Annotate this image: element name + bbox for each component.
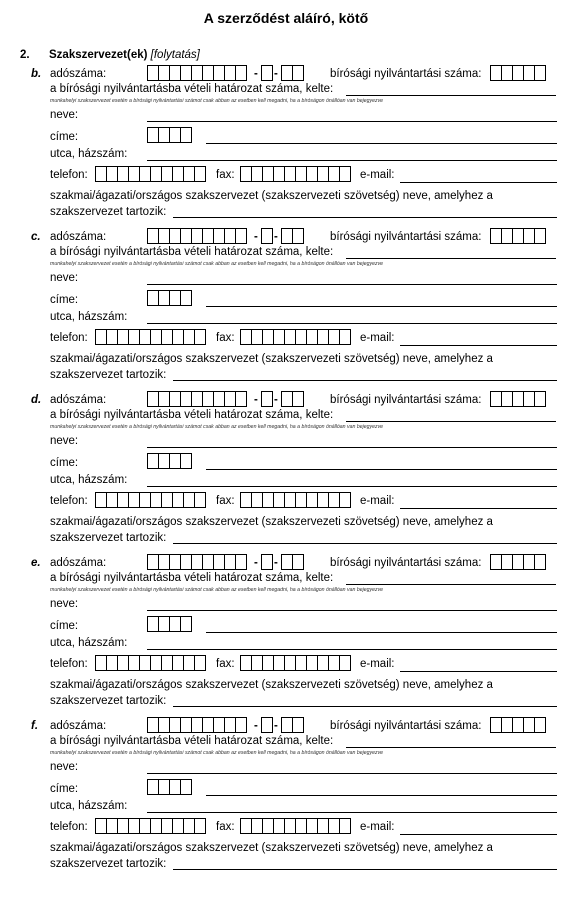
tax-number-main-boxes[interactable] (147, 391, 246, 407)
court-reg-note: munkahelyi szakszervezet esetén a bírósági nyilvántartási számot csak abban az esetben kell megadni, ha a bíróságon önállóan van bejegyezve (50, 424, 384, 430)
belongs-to-label: szakszervezet tartozik: (50, 695, 167, 707)
tax-number-label: adószáma: (50, 231, 107, 243)
court-reg-number-boxes[interactable] (490, 65, 545, 81)
digit-box[interactable] (235, 554, 247, 570)
dash-separator: - (254, 231, 258, 243)
block-letter: c. (31, 231, 41, 243)
federation-field[interactable] (173, 543, 557, 544)
tax-number-label: adószáma: (50, 394, 107, 406)
digit-box[interactable] (261, 717, 273, 733)
address-label: címe: (50, 457, 79, 469)
city-field[interactable] (206, 632, 557, 633)
tax-number-county-boxes[interactable] (281, 65, 303, 81)
city-field[interactable] (206, 795, 557, 796)
court-reg-number-boxes[interactable] (490, 554, 545, 570)
digit-box[interactable] (235, 228, 247, 244)
name-field[interactable] (147, 284, 557, 285)
phone-boxes[interactable] (95, 818, 205, 834)
digit-box[interactable] (534, 65, 546, 81)
block-letter: d. (31, 394, 42, 406)
federation-label: szakmai/ágazati/országos szakszervezet (szakszervezeti szövetség) neve, amelyhez a (50, 842, 493, 854)
digit-box[interactable] (292, 554, 304, 570)
belongs-to-label: szakszervezet tartozik: (50, 858, 167, 870)
union-block-c (0, 228, 572, 393)
union-block-f (0, 717, 572, 882)
digit-box[interactable] (194, 329, 206, 345)
fax-boxes[interactable] (240, 655, 350, 671)
belongs-to-label: szakszervezet tartozik: (50, 369, 167, 381)
digit-box[interactable] (180, 453, 192, 469)
tax-number-county-boxes[interactable] (281, 554, 303, 570)
court-reg-note: munkahelyi szakszervezet esetén a bírósági nyilvántartási számot csak abban az esetben kell megadni, ha a bíróságon önállóan van bejegyezve (50, 587, 384, 593)
fax-boxes[interactable] (240, 492, 350, 508)
digit-box[interactable] (180, 616, 192, 632)
federation-label: szakmai/ágazati/országos szakszervezet (szakszervezeti szövetség) neve, amelyhez a (50, 190, 493, 202)
postal-code-boxes[interactable] (147, 127, 191, 143)
court-resolution-label: a bírósági nyilvántartásba vételi határozat száma, kelte: (50, 409, 334, 421)
email-label: e-mail: (360, 495, 395, 507)
court-resolution-field[interactable] (346, 747, 556, 748)
court-reg-number-boxes[interactable] (490, 391, 545, 407)
name-label: neve: (50, 598, 79, 610)
digit-box[interactable] (339, 166, 351, 182)
fax-boxes[interactable] (240, 818, 350, 834)
page-title: A szerződést aláíró, kötő (203, 10, 369, 26)
federation-label: szakmai/ágazati/országos szakszervezet (szakszervezeti szövetség) neve, amelyhez a (50, 679, 493, 691)
email-label: e-mail: (360, 332, 395, 344)
section-title: Szakszervezet(ek) (49, 49, 148, 61)
section-header (20, 49, 200, 61)
court-resolution-label: a bírósági nyilvántartásba vételi határozat száma, kelte: (50, 246, 334, 258)
digit-box[interactable] (292, 717, 304, 733)
fax-boxes[interactable] (240, 166, 350, 182)
street-label: utca, házszám: (50, 311, 128, 323)
email-label: e-mail: (360, 658, 395, 670)
fax-label: fax: (216, 169, 235, 181)
phone-label: telefon: (50, 332, 88, 344)
court-resolution-field[interactable] (346, 95, 556, 96)
name-field[interactable] (147, 447, 557, 448)
postal-code-boxes[interactable] (147, 779, 191, 795)
email-field[interactable] (400, 182, 557, 183)
tax-number-county-boxes[interactable] (281, 391, 303, 407)
digit-box[interactable] (534, 717, 546, 733)
digit-box[interactable] (194, 166, 206, 182)
court-reg-number-label: bírósági nyilvántartási száma: (330, 231, 482, 243)
court-resolution-label: a bírósági nyilvántartásba vételi határozat száma, kelte: (50, 735, 334, 747)
section-number: 2. (20, 49, 30, 61)
tax-number-main-boxes[interactable] (147, 717, 246, 733)
tax-number-vat-box[interactable] (261, 554, 272, 570)
name-label: neve: (50, 272, 79, 284)
fax-boxes[interactable] (240, 329, 350, 345)
digit-box[interactable] (180, 779, 192, 795)
email-field[interactable] (400, 834, 557, 835)
tax-number-vat-box[interactable] (261, 717, 272, 733)
digit-box[interactable] (339, 492, 351, 508)
email-field[interactable] (400, 508, 557, 509)
tax-number-main-boxes[interactable] (147, 65, 246, 81)
email-field[interactable] (400, 345, 557, 346)
section-continuation: [folytatás] (150, 49, 200, 61)
postal-code-boxes[interactable] (147, 290, 191, 306)
phone-label: telefon: (50, 169, 88, 181)
fax-label: fax: (216, 658, 235, 670)
digit-box[interactable] (339, 655, 351, 671)
digit-box[interactable] (292, 391, 304, 407)
block-letter: e. (31, 557, 41, 569)
address-label: címe: (50, 294, 79, 306)
email-field[interactable] (400, 671, 557, 672)
phone-label: telefon: (50, 495, 88, 507)
digit-box[interactable] (194, 492, 206, 508)
court-resolution-field[interactable] (346, 258, 556, 259)
digit-box[interactable] (180, 290, 192, 306)
email-label: e-mail: (360, 169, 395, 181)
court-reg-note: munkahelyi szakszervezet esetén a bírósági nyilvántartási számot csak abban az esetben kell megadni, ha a bíróságon önállóan van bejegyezve (50, 261, 384, 267)
block-letter: b. (31, 68, 42, 80)
court-reg-number-label: bírósági nyilvántartási száma: (330, 557, 482, 569)
street-label: utca, házszám: (50, 800, 128, 812)
court-reg-note: munkahelyi szakszervezet esetén a bírósági nyilvántartási számot csak abban az esetben kell megadni, ha a bíróságon önállóan van bejegyezve (50, 750, 384, 756)
digit-box[interactable] (534, 228, 546, 244)
digit-box[interactable] (194, 655, 206, 671)
fax-label: fax: (216, 821, 235, 833)
court-resolution-label: a bírósági nyilvántartásba vételi határozat száma, kelte: (50, 572, 334, 584)
name-label: neve: (50, 761, 79, 773)
block-letter: f. (31, 720, 39, 732)
name-field[interactable] (147, 773, 557, 774)
court-reg-number-label: bírósági nyilvántartási száma: (330, 394, 482, 406)
fax-label: fax: (216, 332, 235, 344)
tax-number-vat-box[interactable] (261, 391, 272, 407)
digit-box[interactable] (261, 391, 273, 407)
digit-box[interactable] (339, 818, 351, 834)
court-reg-number-boxes[interactable] (490, 228, 545, 244)
federation-field[interactable] (173, 380, 557, 381)
dash-separator: - (274, 68, 278, 80)
tax-number-label: adószáma: (50, 720, 107, 732)
postal-code-boxes[interactable] (147, 453, 191, 469)
digit-box[interactable] (534, 391, 546, 407)
dash-separator: - (274, 231, 278, 243)
union-block-e (0, 554, 572, 719)
digit-box[interactable] (235, 65, 247, 81)
digit-box[interactable] (261, 65, 273, 81)
city-field[interactable] (206, 143, 557, 144)
phone-boxes[interactable] (95, 166, 205, 182)
street-label: utca, házszám: (50, 474, 128, 486)
court-reg-number-label: bírósági nyilvántartási száma: (330, 720, 482, 732)
name-field[interactable] (147, 610, 557, 611)
tax-number-county-boxes[interactable] (281, 228, 303, 244)
digit-box[interactable] (194, 818, 206, 834)
street-label: utca, házszám: (50, 637, 128, 649)
address-label: címe: (50, 131, 79, 143)
street-field[interactable] (147, 649, 557, 650)
tax-number-label: adószáma: (50, 557, 107, 569)
street-label: utca, házszám: (50, 148, 128, 160)
postal-code-boxes[interactable] (147, 616, 191, 632)
dash-separator: - (254, 68, 258, 80)
phone-label: telefon: (50, 821, 88, 833)
digit-box[interactable] (292, 228, 304, 244)
tax-number-main-boxes[interactable] (147, 554, 246, 570)
federation-field[interactable] (173, 706, 557, 707)
digit-box[interactable] (180, 127, 192, 143)
city-field[interactable] (206, 469, 557, 470)
court-reg-number-label: bírósági nyilvántartási száma: (330, 68, 482, 80)
court-resolution-label: a bírósági nyilvántartásba vételi határozat száma, kelte: (50, 83, 334, 95)
federation-field[interactable] (173, 869, 557, 870)
court-reg-number-boxes[interactable] (490, 717, 545, 733)
name-label: neve: (50, 109, 79, 121)
federation-label: szakmai/ágazati/országos szakszervezet (szakszervezeti szövetség) neve, amelyhez a (50, 516, 493, 528)
dash-separator: - (274, 557, 278, 569)
union-block-d (0, 391, 572, 556)
street-field[interactable] (147, 160, 557, 161)
belongs-to-label: szakszervezet tartozik: (50, 532, 167, 544)
dash-separator: - (274, 394, 278, 406)
name-label: neve: (50, 435, 79, 447)
city-field[interactable] (206, 306, 557, 307)
phone-boxes[interactable] (95, 329, 205, 345)
dash-separator: - (254, 394, 258, 406)
email-label: e-mail: (360, 821, 395, 833)
digit-box[interactable] (534, 554, 546, 570)
digit-box[interactable] (292, 65, 304, 81)
street-field[interactable] (147, 323, 557, 324)
digit-box[interactable] (235, 717, 247, 733)
digit-box[interactable] (261, 228, 273, 244)
court-resolution-field[interactable] (346, 421, 556, 422)
phone-label: telefon: (50, 658, 88, 670)
address-label: címe: (50, 620, 79, 632)
tax-number-label: adószáma: (50, 68, 107, 80)
fax-label: fax: (216, 495, 235, 507)
name-field[interactable] (147, 121, 557, 122)
court-reg-note: munkahelyi szakszervezet esetén a bírósági nyilvántartási számot csak abban az esetben kell megadni, ha a bíróságon önállóan van bejegyezve (50, 98, 384, 104)
union-block-b (0, 65, 572, 230)
court-resolution-field[interactable] (346, 584, 556, 585)
dash-separator: - (254, 720, 258, 732)
street-field[interactable] (147, 486, 557, 487)
address-label: címe: (50, 783, 79, 795)
digit-box[interactable] (261, 554, 273, 570)
tax-number-vat-box[interactable] (261, 65, 272, 81)
dash-separator: - (274, 720, 278, 732)
digit-box[interactable] (235, 391, 247, 407)
federation-field[interactable] (173, 217, 557, 218)
tax-number-vat-box[interactable] (261, 228, 272, 244)
phone-boxes[interactable] (95, 492, 205, 508)
digit-box[interactable] (339, 329, 351, 345)
tax-number-county-boxes[interactable] (281, 717, 303, 733)
tax-number-main-boxes[interactable] (147, 228, 246, 244)
federation-label: szakmai/ágazati/országos szakszervezet (szakszervezeti szövetség) neve, amelyhez a (50, 353, 493, 365)
dash-separator: - (254, 557, 258, 569)
street-field[interactable] (147, 812, 557, 813)
belongs-to-label: szakszervezet tartozik: (50, 206, 167, 218)
phone-boxes[interactable] (95, 655, 205, 671)
